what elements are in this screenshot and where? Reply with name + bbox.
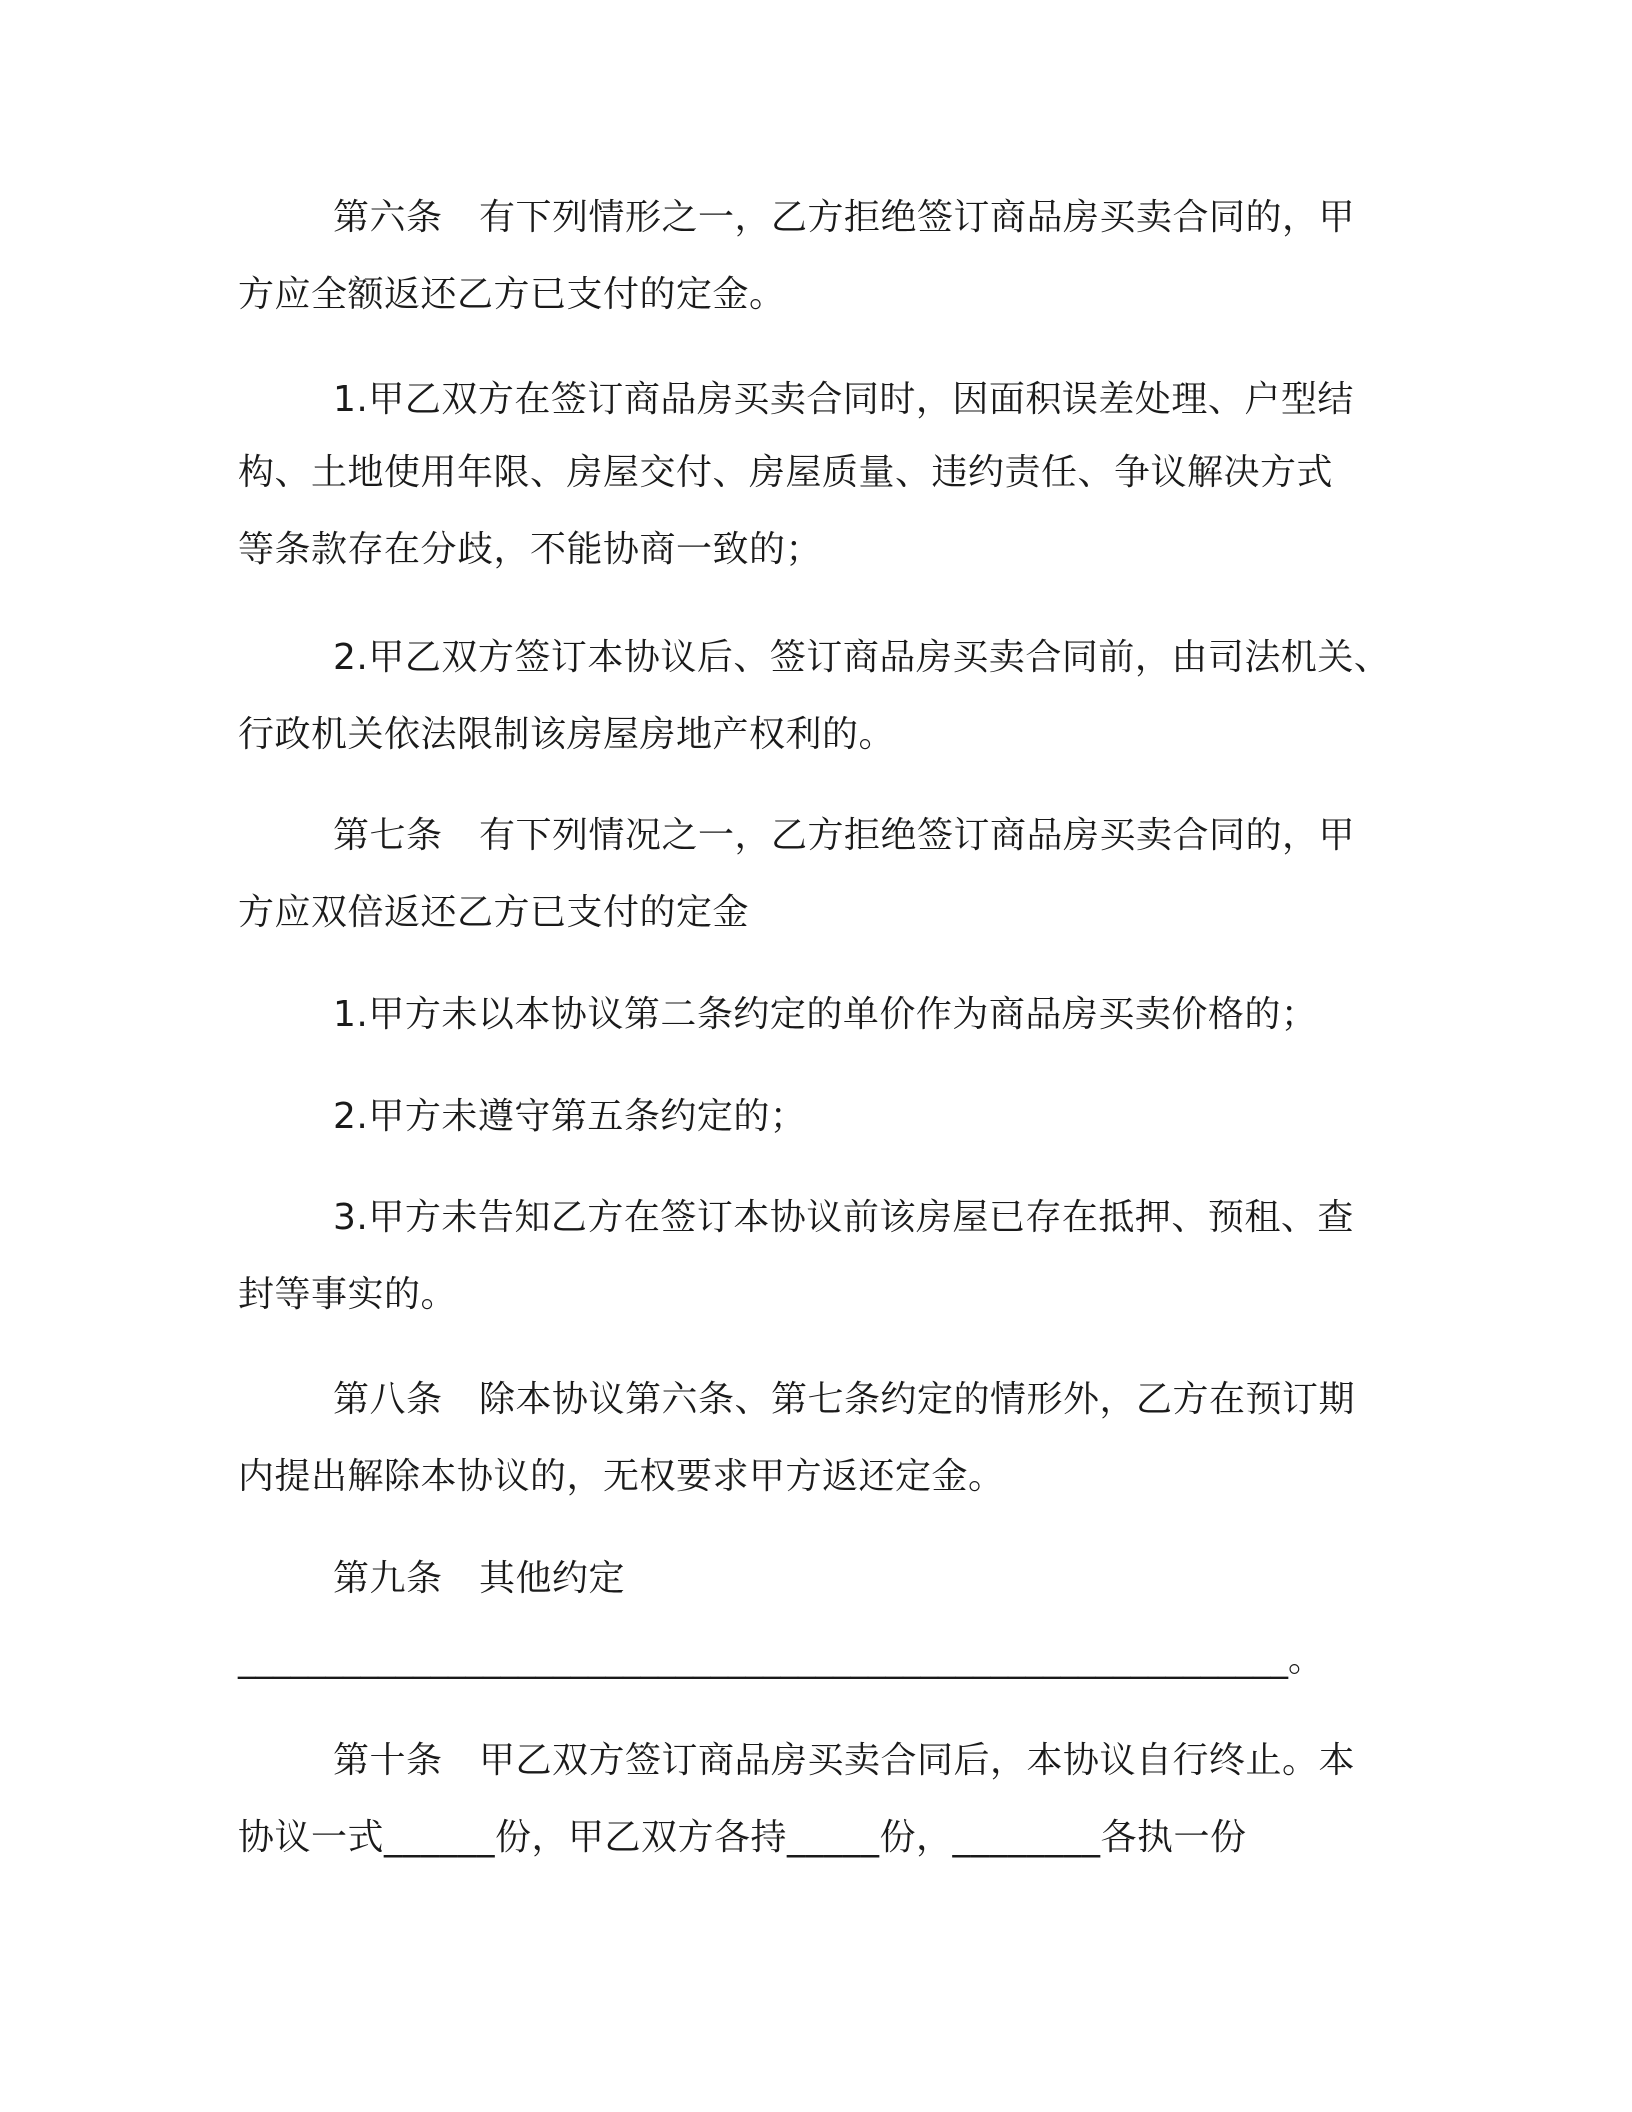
- article-6-item-2-line-2: 行政机关依法限制该房屋房地产权利的。: [238, 714, 896, 755]
- article-6-item-1-line-2: 构、土地使用年限、房屋交付、房屋质量、违约责任、争议解决方式: [238, 452, 1334, 493]
- article-6-line-1: 第六条 有下列情形之一，乙方拒绝签订商品房买卖合同的，甲: [333, 197, 1356, 238]
- article-6-item-2-line-1: 2.甲乙双方签订本协议后、签订商品房买卖合同前，由司法机关、: [333, 637, 1391, 678]
- article-7-item-3-line-2: 封等事实的。: [238, 1274, 458, 1315]
- article-10-line-1: 第十条 甲乙双方签订商品房买卖合同后，本协议自行终止。本: [333, 1740, 1356, 1781]
- article-8-line-1: 第八条 除本协议第六条、第七条约定的情形外，乙方在预订期: [333, 1379, 1356, 1420]
- article-6-item-1-line-3: 等条款存在分歧，不能协商一致的；: [238, 529, 823, 570]
- article-8-line-2: 内提出解除本协议的，无权要求甲方返还定金。: [238, 1456, 1005, 1497]
- article-10-line-2: 协议一式______份，甲乙双方各持_____份，________各执一份: [238, 1817, 1247, 1858]
- article-9-heading: 第九条 其他约定: [333, 1558, 626, 1599]
- article-7-item-3-line-1: 3.甲方未告知乙方在签订本协议前该房屋已存在抵押、预租、查: [333, 1197, 1354, 1238]
- article-7-line-1: 第七条 有下列情况之一，乙方拒绝签订商品房买卖合同的，甲: [333, 815, 1356, 856]
- article-7-item-1: 1.甲方未以本协议第二条约定的单价作为商品房买卖价格的；: [333, 994, 1318, 1035]
- article-7-item-2: 2.甲方未遵守第五条约定的；: [333, 1096, 807, 1137]
- article-6-line-2: 方应全额返还乙方已支付的定金。: [238, 274, 786, 315]
- article-9-blank-line: ____________________________________________________________。: [238, 1640, 1324, 1680]
- article-6-item-1-line-1: 1.甲乙双方在签订商品房买卖合同时，因面积误差处理、户型结: [333, 379, 1354, 420]
- article-7-line-2: 方应双倍返还乙方已支付的定金: [238, 892, 750, 933]
